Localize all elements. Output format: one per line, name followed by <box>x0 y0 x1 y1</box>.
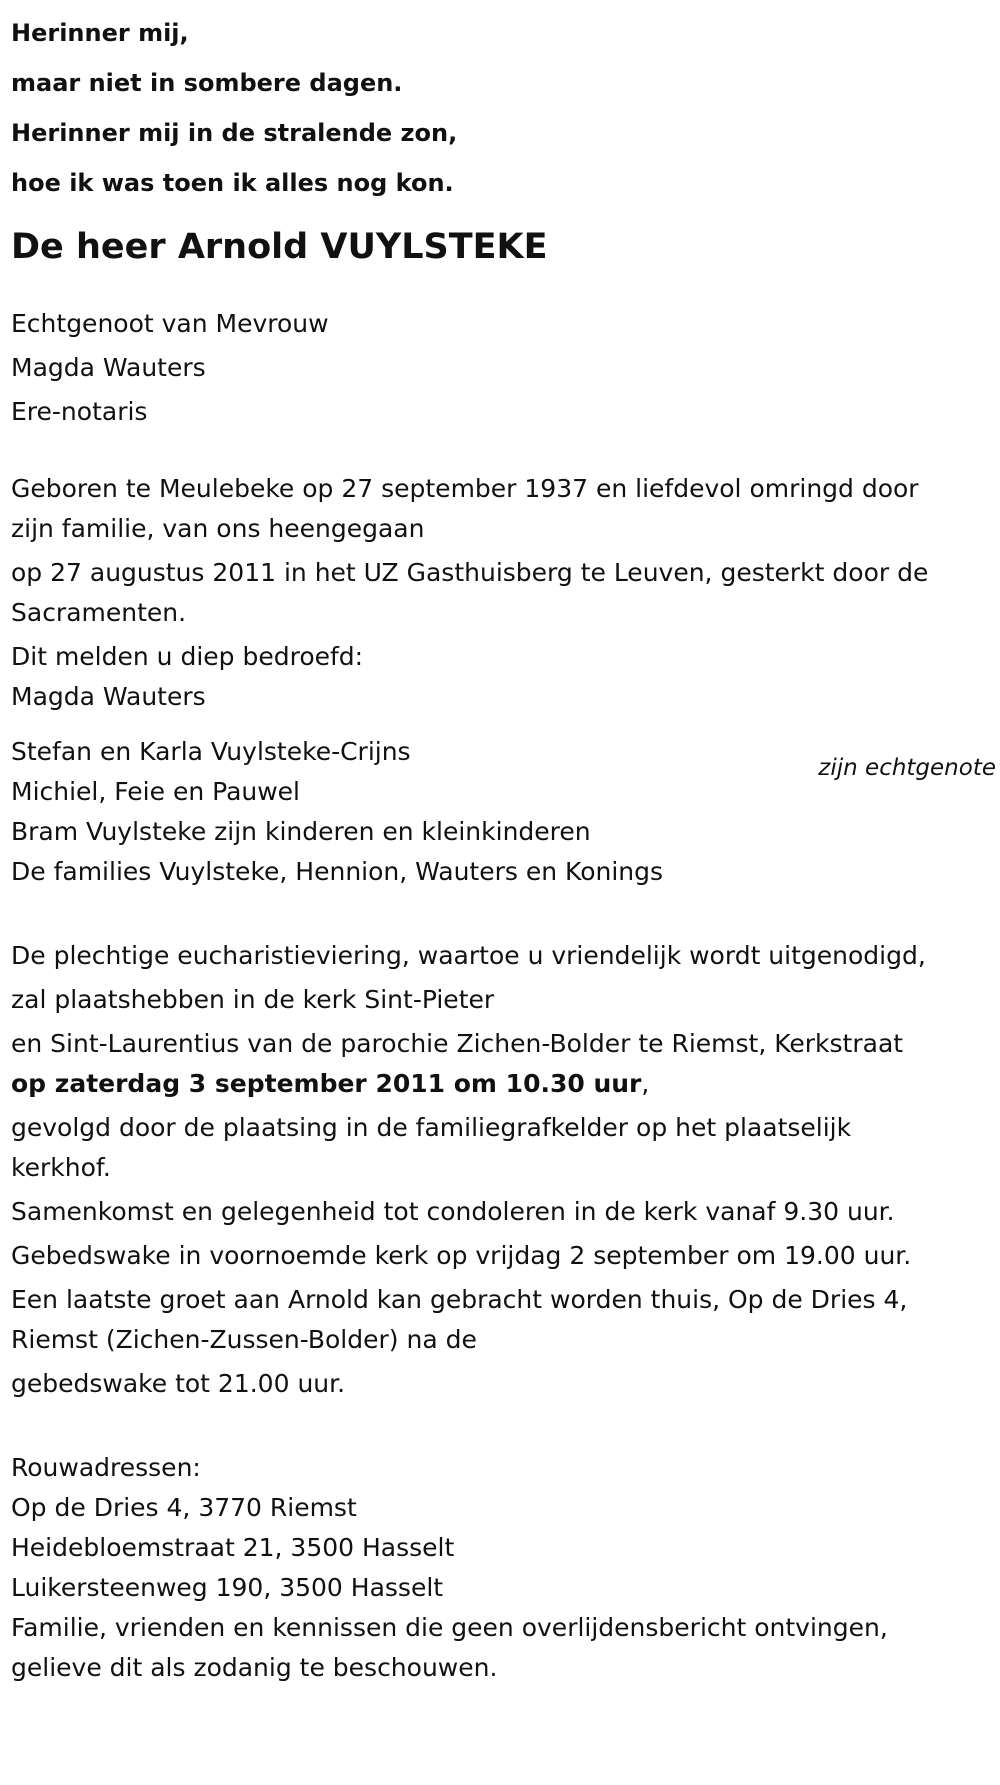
family-line: Bram Vuylsteke zijn kinderen en kleinkinderen <box>11 817 591 846</box>
poem <box>11 0 1000 208</box>
addresses-block <box>11 1448 1000 1688</box>
poem-line: hoe ik was toen ik alles nog kon. <box>11 169 454 197</box>
ceremony-line: De plechtige eucharistieviering, waartoe u vriendelijk wordt uitgenodigd, <box>11 941 926 970</box>
intro-line: Ere-notaris <box>11 397 148 426</box>
birth-death-line: op 27 augustus 2011 in het UZ Gasthuisberg te Leuven, gesterkt door de <box>11 558 929 587</box>
intro-line: Magda Wauters <box>11 353 206 382</box>
last-greeting-line: Riemst (Zichen-Zussen-Bolder) na de <box>11 1325 477 1354</box>
wake-line: Gebedswake in voornoemde kerk op vrijdag 2 september om 19.00 uur. <box>11 1241 912 1270</box>
ceremony-line: zal plaatshebben in de kerk Sint-Pieter <box>11 985 495 1014</box>
burial-line: gevolgd door de plaatsing in de familiegrafkelder op het plaatselijk <box>11 1113 852 1142</box>
ceremony-date-line <box>11 1064 1000 1104</box>
last-greeting-line: Een laatste groet aan Arnold kan gebracht worden thuis, Op de Dries 4, <box>11 1285 908 1314</box>
poem-line: Herinner mij in de stralende zon, <box>11 119 458 147</box>
ceremony-line: en Sint-Laurentius van de parochie Zichen-Bolder te Riemst, Kerkstraat <box>11 1029 904 1058</box>
ceremony-date: op zaterdag 3 september 2011 om 10.30 uur <box>11 1069 642 1098</box>
birth-death-block <box>11 469 1000 633</box>
family-line: De families Vuylsteke, Hennion, Wauters en Konings <box>11 857 664 886</box>
intro-line: Echtgenoot van Mevrouw <box>11 309 329 338</box>
address-line: Heidebloemstraat 21, 3500 Hasselt <box>11 1533 455 1562</box>
condolence-line: Samenkomst en gelegenheid tot condoleren in de kerk vanaf 9.30 uur. <box>11 1197 895 1226</box>
address-line: Luikersteenweg 190, 3500 Hasselt <box>11 1573 444 1602</box>
closing-line: Familie, vrienden en kennissen die geen overlijdensbericht ontvingen, <box>11 1613 888 1642</box>
burial-line: kerkhof. <box>11 1153 111 1182</box>
birth-death-line: Geboren te Meulebeke op 27 september 1937 en liefdevol omringd door <box>11 474 919 503</box>
spouse-name: Magda Wauters <box>11 682 206 711</box>
addresses-heading: Rouwadressen: <box>11 1453 201 1482</box>
address-line: Op de Dries 4, 3770 Riemst <box>11 1493 357 1522</box>
ceremony-block <box>11 936 1000 1404</box>
ceremony-date-suffix: , <box>641 1069 650 1098</box>
poem-line: Herinner mij, <box>11 19 189 47</box>
intro-block <box>11 302 1000 434</box>
deceased-name: De heer Arnold VUYLSTEKE <box>11 227 548 267</box>
family-line: Stefan en Karla Vuylsteke-Crijns <box>11 737 411 766</box>
closing-line: gelieve dit als zodanig te beschouwen. <box>11 1653 498 1682</box>
family-line: Michiel, Feie en Pauwel <box>11 777 301 806</box>
spouse-role: zijn echtgenote <box>818 755 996 781</box>
last-greeting-line: gebedswake tot 21.00 uur. <box>11 1369 346 1398</box>
announcement-intro: Dit melden u diep bedroefd: <box>11 642 364 671</box>
poem-line: maar niet in sombere dagen. <box>11 69 403 97</box>
birth-death-line: Sacramenten. <box>11 598 187 627</box>
birth-death-line: zijn familie, van ons heengegaan <box>11 514 425 543</box>
